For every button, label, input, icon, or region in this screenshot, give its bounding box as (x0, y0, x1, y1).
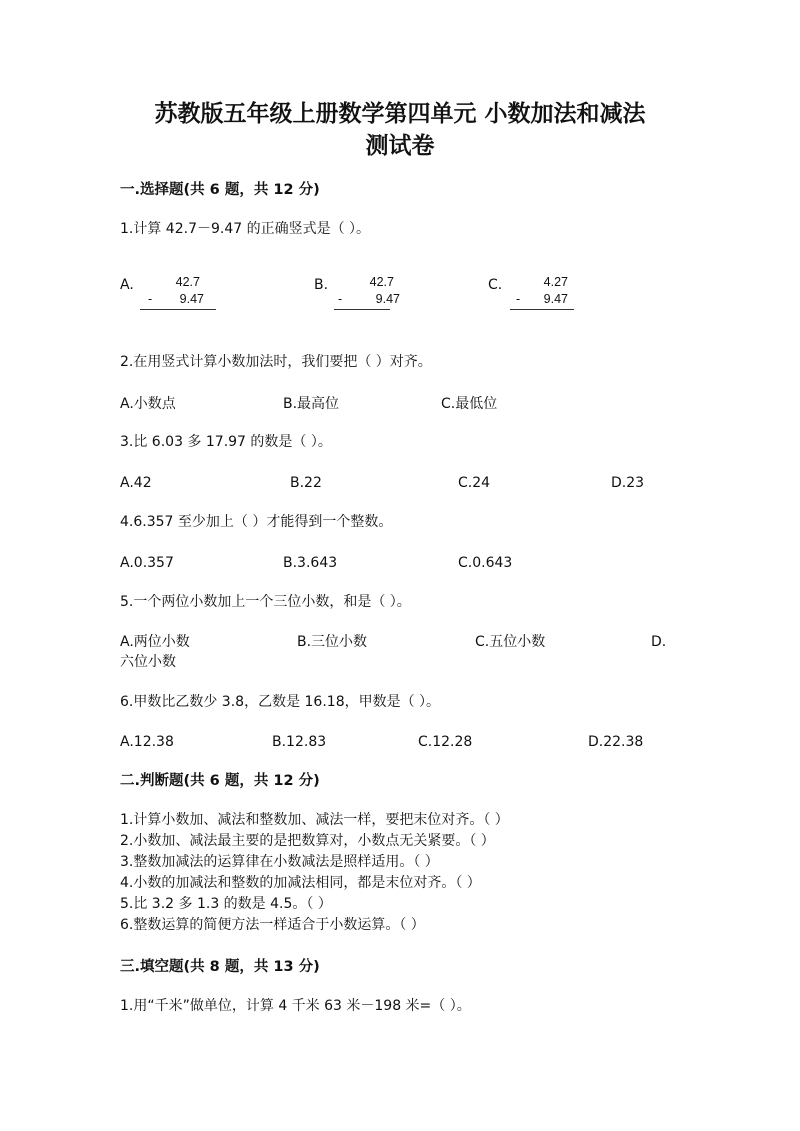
q1-a-top-number: 42.7 (175, 275, 200, 289)
q1-a-bottom-number: 9.47 (179, 292, 204, 306)
judge-item-3: 3.整数加减法的运算律在小数减法是照样适用。（ ） (120, 854, 439, 870)
question-6-text: 6.甲数比乙数少 3.8，乙数是 16.18，甲数是（ ）。 (120, 694, 441, 710)
q1-option-c-label: C. (488, 277, 503, 293)
q6-option-b: B.12.83 (272, 734, 327, 750)
q3-option-d: D.23 (611, 475, 645, 491)
question-4-text: 4.6.357 至少加上（ ）才能得到一个整数。 (120, 514, 393, 530)
q4-option-b: B.3.643 (283, 555, 338, 571)
q2-option-a: A.小数点 (120, 396, 176, 412)
judge-item-4: 4.小数的加减法和整数的加减法相同，都是末位对齐。（ ） (120, 875, 481, 891)
judge-item-5: 5.比 3.2 多 1.3 的数是 4.5。（ ） (120, 896, 332, 912)
q6-option-c: C.12.28 (418, 734, 473, 750)
q5-option-d-text: 六位小数 (120, 654, 176, 670)
q1-c-bottom-number: 9.47 (543, 292, 568, 306)
q1-a-underline (140, 309, 216, 310)
q5-option-c: C.五位小数 (475, 634, 546, 650)
q1-b-top-number: 42.7 (369, 275, 394, 289)
q1-option-b-label: B. (314, 277, 329, 293)
q5-option-a: A.两位小数 (120, 634, 190, 650)
q5-option-b: B.三位小数 (297, 634, 368, 650)
question-5-text: 5.一个两位小数加上一个三位小数，和是（ ）。 (120, 594, 411, 610)
q5-option-d-label: D. (651, 634, 667, 650)
q1-option-a-label: A. (120, 277, 134, 293)
q6-option-a: A.12.38 (120, 734, 174, 750)
q1-a-minus-sign: - (148, 292, 153, 306)
q3-option-b: B.22 (290, 475, 322, 491)
q1-option-b-vertical-calc (334, 274, 414, 314)
question-1-text: 1.计算 42.7－9.47 的正确竖式是（ ）。 (120, 221, 371, 237)
fill-question-1: 1.用“千米”做单位，计算 4 千米 63 米－198 米=（ ）。 (120, 998, 471, 1014)
q2-option-c: C.最低位 (441, 396, 498, 412)
q6-option-d: D.22.38 (588, 734, 644, 750)
judge-item-2: 2.小数加、减法最主要的是把数算对，小数点无关紧要。（ ） (120, 833, 495, 849)
q1-option-c-vertical-calc (508, 274, 588, 314)
q1-c-top-number: 4.27 (543, 275, 568, 289)
section-judge-heading: 二.判断题(共 6 题，共 12 分) (120, 773, 320, 789)
q1-c-minus-sign: - (516, 292, 521, 306)
exam-title-line1: 苏教版五年级上册数学第四单元 小数加法和减法 (154, 100, 646, 127)
q4-option-c: C.0.643 (458, 555, 513, 571)
q3-option-c: C.24 (458, 475, 491, 491)
q2-option-b: B.最高位 (283, 396, 340, 412)
judge-item-6: 6.整数运算的简便方法一样适合于小数运算。（ ） (120, 917, 425, 933)
exam-title-line2: 测试卷 (365, 132, 435, 159)
q1-b-bottom-number: 9.47 (375, 292, 400, 306)
section-choice-heading: 一.选择题(共 6 题，共 12 分) (120, 182, 320, 198)
question-3-text: 3.比 6.03 多 17.97 的数是（ ）。 (120, 434, 332, 450)
judge-item-1: 1.计算小数加、减法和整数加、减法一样，要把末位对齐。（ ） (120, 812, 509, 828)
q1-b-underline (334, 309, 390, 310)
q3-option-a: A.42 (120, 475, 152, 491)
q4-option-a: A.0.357 (120, 555, 174, 571)
section-fill-heading: 三.填空题(共 8 题，共 13 分) (120, 959, 320, 975)
q1-c-underline (510, 309, 574, 310)
question-2-text: 2.在用竖式计算小数加法时，我们要把（ ）对齐。 (120, 354, 432, 370)
q1-b-minus-sign: - (338, 292, 343, 306)
q1-option-a-vertical-calc (140, 274, 220, 314)
